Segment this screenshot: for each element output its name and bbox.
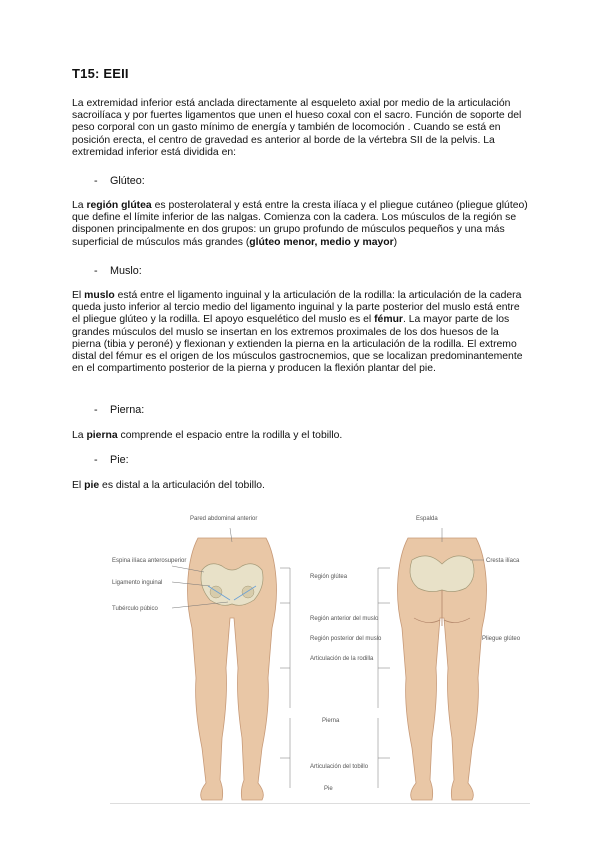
heading-muslo: Muslo: — [110, 265, 142, 277]
label-cresta-iliaca: Cresta ilíaca — [486, 558, 520, 564]
bullet-dash: - — [94, 175, 98, 187]
bullet-dash: - — [94, 454, 98, 466]
intro-paragraph: La extremidad inferior está anclada directamente al esqueleto axial por medio de la articulación sacroilíaca y por fuertes ligamentos que unen el hueso coxal con el sacro. Función de soporte del peso corporal con un gasto mínimo de energía y también de locomoción . Cuando se está en posición erecta, el centro de gravedad es anterior al borde de la vértebra SII de la pelvis. La extremidad inferior está dividida en: — [72, 98, 522, 158]
label-region-posterior-muslo: Región posterior del muslo — [310, 636, 382, 642]
anterior-view — [188, 528, 277, 800]
label-region-glutea: Región glútea — [310, 574, 348, 580]
paragraph-muslo: El muslo está entre el ligamento inguinal y la articulación de la rodilla: la articulación de la cadera queda justo inferior al tercio medio del ligamento inguinal y la parte posterior del muslo está entre el pliegue glúteo y la rodilla. El apoyo esquelético del muslo es el fémur. La mayor parte de los grandes músculos del muslo se insertan en los extremos proximales de los dos huesos de la pierna (tibia y peroné) y flexionan y extienden la pierna en la articulación de la rodilla. El extremo distal del fémur es el origen de los músculos gastrocnemios, que se localizan predominantemente en el compartimento posterior de la pierna y producen la flexión plantar del pie. — [72, 290, 523, 375]
heading-gluteo: Glúteo: — [110, 175, 145, 187]
label-articulacion-rodilla: Articulación de la rodilla — [310, 656, 374, 662]
heading-pierna: Pierna: — [110, 404, 145, 416]
label-pierna: Pierna — [322, 718, 340, 724]
paragraph-pierna: La pierna comprende el espacio entre la rodilla y el tobillo. — [72, 430, 343, 441]
bullet-dash: - — [94, 404, 98, 416]
label-espalda: Espalda — [416, 516, 438, 522]
label-ligamento-inguinal: Ligamento inguinal — [112, 580, 163, 586]
bullet-dash: - — [94, 265, 98, 277]
posterior-view — [398, 528, 487, 800]
label-pie: Pie — [324, 786, 333, 792]
label-pared-abdominal: Pared abdominal anterior — [190, 516, 258, 522]
label-articulacion-tobillo: Articulación del tobillo — [310, 764, 369, 770]
label-pliegue-gluteo: Pliegue glúteo — [482, 636, 521, 642]
list-item-pie — [94, 454, 129, 466]
paragraph-gluteo: La región glútea es posterolateral y está entre la cresta ilíaca y el pliegue cutáneo (pliegue glúteo) que define el límite inferior de las nalgas. Comienza con la cadera. Los músculos de la región se disponen principalmente en dos grupos: un grupo profundo de músculos pequeños y una más superficial de músculos más grandes (glúteo menor, medio y mayor) — [72, 200, 528, 248]
page-title: T15: EEII — [72, 66, 129, 81]
label-region-anterior-muslo: Región anterior del muslo — [310, 616, 379, 622]
heading-pie: Pie: — [110, 454, 129, 466]
bottom-divider — [110, 803, 530, 804]
label-tuberculo-pubico: Tubérculo púbico — [112, 606, 158, 612]
anatomy-figure — [110, 508, 530, 808]
list-item-pierna — [94, 404, 144, 416]
list-item-gluteo — [94, 175, 145, 187]
label-espina-iliaca: Espina ilíaca anterosuperior — [112, 558, 187, 564]
list-item-muslo — [94, 265, 142, 277]
paragraph-pie: El pie es distal a la articulación del tobillo. — [72, 480, 265, 491]
